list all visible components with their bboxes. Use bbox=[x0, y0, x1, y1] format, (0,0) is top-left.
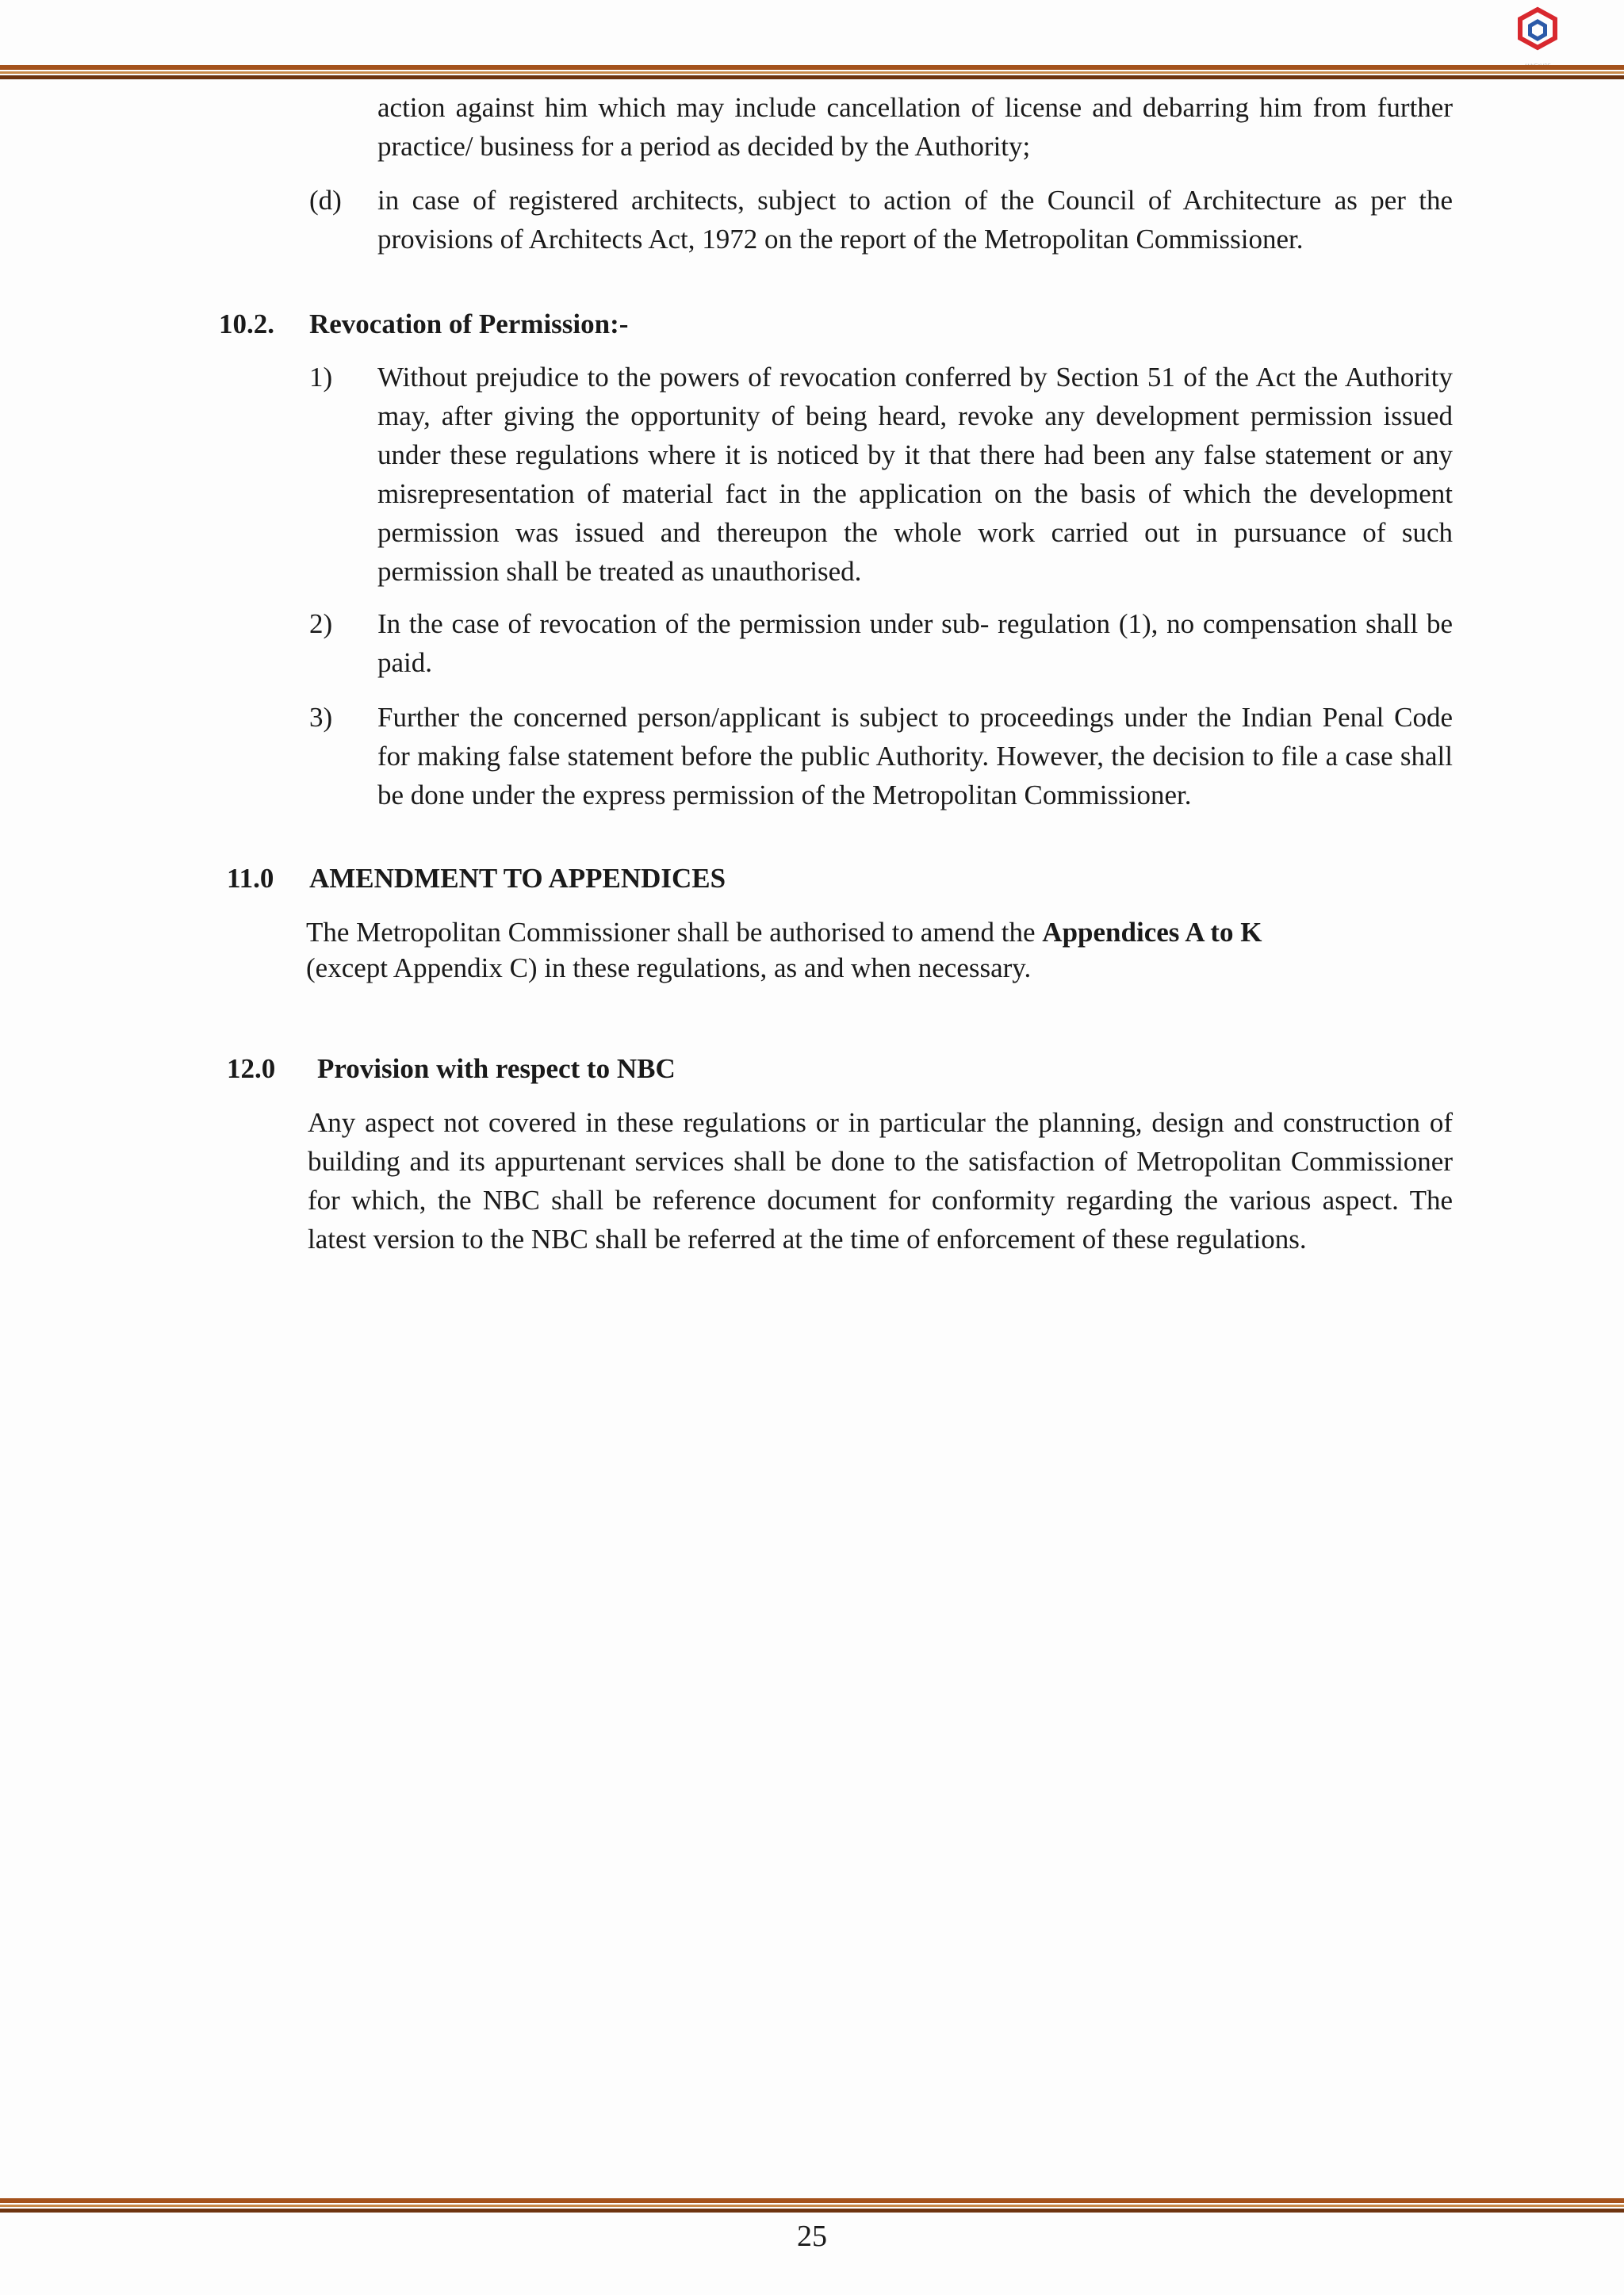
item-1-label: 1) bbox=[309, 362, 333, 393]
item-d-text: in case of registered architects, subject to action of the Council of Architecture as per the provisions of Architects Act, 1972 on the report of the Metropolitan Commissioner. bbox=[377, 185, 1453, 255]
section-10-2-title: Revocation of Permission:- bbox=[309, 308, 629, 339]
section-11-text-start: The Metropolitan Commissioner shall be authorised to amend the bbox=[306, 917, 1043, 948]
hexagon-logo-icon bbox=[1510, 5, 1565, 65]
continuation-paragraph: action against him which may include cancellation of license and debarring him from further practice/ business for a period as decided by the Authority; bbox=[377, 92, 1453, 162]
section-12-title: Provision with respect to NBC bbox=[317, 1053, 676, 1084]
section-11-paragraph bbox=[306, 914, 1464, 986]
section-12-number: 12.0 bbox=[227, 1053, 276, 1084]
item-2-text: In the case of revocation of the permission under sub- regulation (1), no compensation shall be paid. bbox=[377, 608, 1453, 678]
footer-rule bbox=[0, 2198, 1624, 2213]
header-logo bbox=[1510, 5, 1565, 65]
item-3-text: Further the concerned person/applicant is subject to proceedings under the Indian Penal Code for making false statement before the public Authority. However, the decision to file a case shall be done under the express permission of the Metropolitan Commissioner. bbox=[377, 702, 1453, 810]
item-2-label: 2) bbox=[309, 608, 333, 639]
appendices-range: Appendices A to K bbox=[1042, 917, 1262, 948]
section-12-paragraph: Any aspect not covered in these regulations or in particular the planning, design and construction of building and its appurtenant services shall be done to the satisfaction of Metropolitan Commissioner for which, the NBC shall be reference document for conformity regarding the various aspect. The latest version to the NBC shall be referred at the time of enforcement of these regulations. bbox=[308, 1107, 1453, 1255]
page-number: 25 bbox=[797, 2220, 827, 2253]
header-rule bbox=[0, 65, 1624, 79]
section-11-text-end: (except Appendix C) in these regulations, as and when necessary. bbox=[306, 952, 1032, 983]
section-11-title: AMENDMENT TO APPENDICES bbox=[309, 863, 726, 894]
item-3-label: 3) bbox=[309, 702, 333, 733]
section-11-number: 11.0 bbox=[227, 863, 274, 894]
item-1-text: Without prejudice to the powers of revocation conferred by Section 51 of the Act the Authority may, after giving the opportunity of being heard, revoke any development permission issued under these regulations where it is noticed by it that there had been any false statement or any misrepresentation of material fact in the application on the basis of which the development permission was issued and thereupon the whole work carried out in pursuance of such permission shall be treated as unauthorised. bbox=[377, 362, 1453, 587]
section-10-2-number: 10.2. bbox=[219, 308, 274, 339]
item-d-label: (d) bbox=[309, 185, 342, 216]
